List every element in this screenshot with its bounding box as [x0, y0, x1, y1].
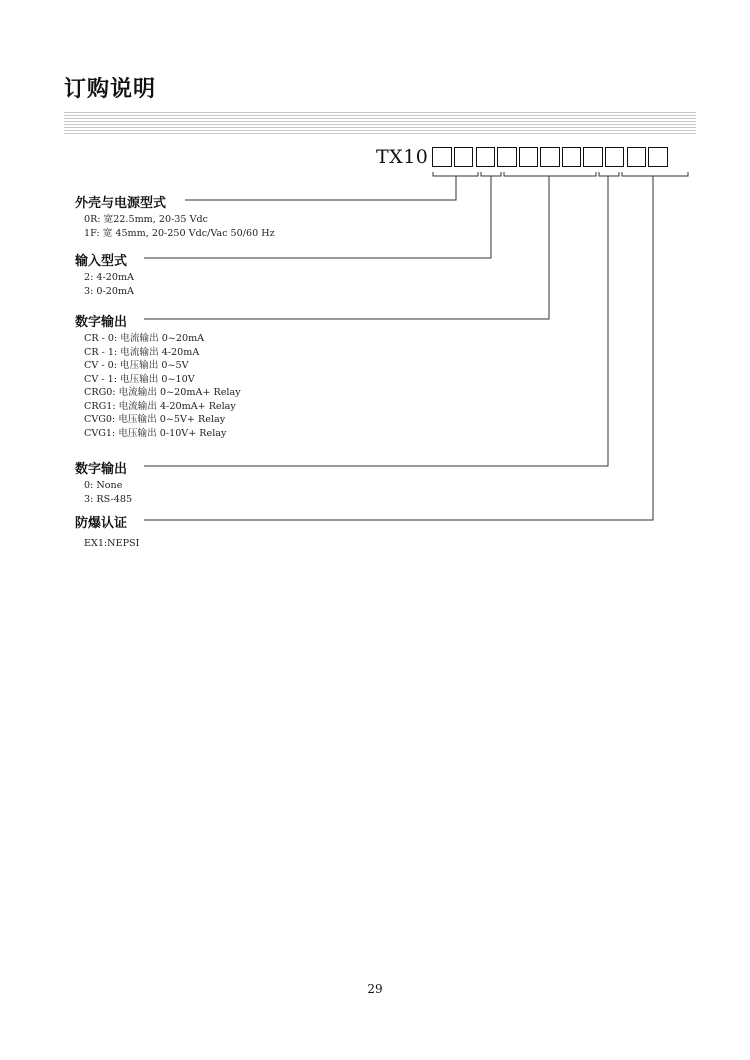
page-title: 订购说明 [64, 77, 157, 102]
option-item: CR - 0: 电流输出 0~20mA [84, 333, 205, 344]
section-label-housing-power: 外壳与电源型式 [75, 196, 167, 211]
option-item: 2: 4-20mA [84, 272, 134, 283]
model-code-prefix: TX10 [376, 146, 429, 168]
option-item: CV - 0: 电压输出 0~5V [84, 360, 189, 371]
bracket-digital-output [599, 172, 619, 176]
option-item: 1F: 宽 45mm, 20-250 Vdc/Vac 50/60 Hz [84, 227, 275, 239]
section-label-output: 数字输出 [75, 315, 128, 330]
bracket-ex-cert [622, 172, 688, 176]
bracket-input [481, 172, 501, 176]
bracket-housing [433, 172, 478, 176]
option-item: CRG1: 电流输出 4-20mA+ Relay [84, 400, 236, 412]
option-item: CV - 1: 电压输出 0~10V [84, 373, 195, 385]
option-item: 3: RS-485 [84, 493, 133, 505]
option-item: CR - 1: 电流输出 4-20mA [84, 346, 200, 358]
page-number: 29 [367, 982, 383, 996]
option-item: CVG1: 电压输出 0-10V+ Relay [84, 427, 227, 439]
option-item: 0: None [84, 480, 123, 491]
section-label-ex-certification: 防爆认证 [75, 516, 128, 531]
option-list-digital-output [84, 479, 132, 506]
leader-housing [185, 176, 456, 200]
option-item: 3: 0-20mA [84, 285, 134, 297]
option-item: CRG0: 电流输出 0~20mA+ Relay [84, 387, 241, 398]
section-label-input-type: 输入型式 [75, 254, 128, 269]
option-item: CVG0: 电压输出 0~5V+ Relay [84, 414, 226, 425]
option-item: EX1:NEPSI [84, 538, 140, 549]
leader-analog-output [144, 176, 549, 319]
option-list-ex-certification [84, 537, 139, 551]
option-list-output [84, 332, 241, 440]
bracket-analog-output [504, 172, 596, 176]
option-list-input-type [84, 271, 134, 298]
option-item: 0R: 宽22.5mm, 20-35 Vdc [84, 214, 209, 225]
section-label-digital-output: 数字输出 [75, 462, 128, 477]
option-list-housing-power [84, 213, 275, 240]
